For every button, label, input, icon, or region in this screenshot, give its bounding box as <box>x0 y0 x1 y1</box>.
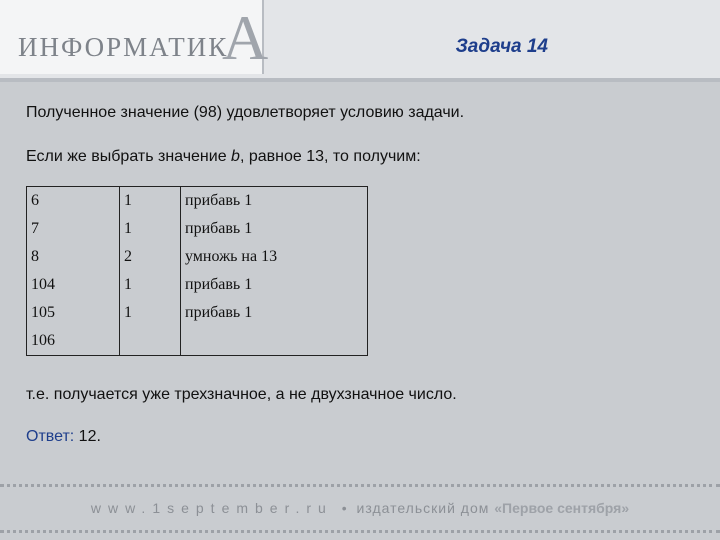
table-cell: 2 <box>120 243 181 271</box>
footer-divider-bottom <box>0 530 720 533</box>
answer-value: 12. <box>74 428 101 445</box>
paragraph-conclusion: т.е. получается уже трехзначное, а не двухзначное число. <box>26 386 457 403</box>
table-row <box>27 243 368 271</box>
footer-url: www.1september.ru <box>90 500 333 516</box>
table-cell: прибавь 1 <box>181 271 368 299</box>
footer-separator: • <box>341 500 348 516</box>
table-cell: прибавь 1 <box>181 187 368 216</box>
table-row <box>27 187 368 216</box>
paragraph-alternative <box>26 148 421 166</box>
table-cell: 105 <box>27 299 120 327</box>
slide-title: Задача 14 <box>455 36 548 57</box>
slide-header <box>0 0 720 82</box>
table-cell: 1 <box>120 187 181 216</box>
table-cell: 106 <box>27 327 120 356</box>
paragraph-alternative-end: , равное 13, то получим: <box>239 148 421 165</box>
table-cell: 1 <box>120 271 181 299</box>
variable-b: b <box>231 148 240 165</box>
steps-table <box>26 186 368 356</box>
logo-letter: А <box>222 2 269 73</box>
table-cell: 6 <box>27 187 120 216</box>
answer-label: Ответ: <box>26 428 75 445</box>
table-row <box>27 271 368 299</box>
paragraph-result: Полученное значение (98) удовлетворяет условию задачи. <box>26 104 465 121</box>
answer <box>26 428 101 446</box>
table-cell <box>120 327 181 356</box>
footer-divider-top <box>0 484 720 487</box>
table-cell: прибавь 1 <box>181 299 368 327</box>
table-cell: 7 <box>27 215 120 243</box>
table-cell: умножь на 13 <box>181 243 368 271</box>
table-cell: 1 <box>120 215 181 243</box>
slide-content <box>0 82 720 472</box>
paragraph-alternative-start: Если же выбрать значение <box>26 148 232 165</box>
footer <box>0 500 720 516</box>
table-row <box>27 327 368 356</box>
table-cell: 104 <box>27 271 120 299</box>
table-row <box>27 299 368 327</box>
table-cell: 8 <box>27 243 120 271</box>
table-cell <box>181 327 368 356</box>
table-cell: прибавь 1 <box>181 215 368 243</box>
footer-publisher: издательский дом <box>356 500 495 516</box>
table-row <box>27 215 368 243</box>
footer-brand: «Первое сентября» <box>494 500 630 516</box>
logo <box>0 0 269 74</box>
logo-text: ИНФОРМАТИК <box>18 32 229 62</box>
table-cell: 1 <box>120 299 181 327</box>
